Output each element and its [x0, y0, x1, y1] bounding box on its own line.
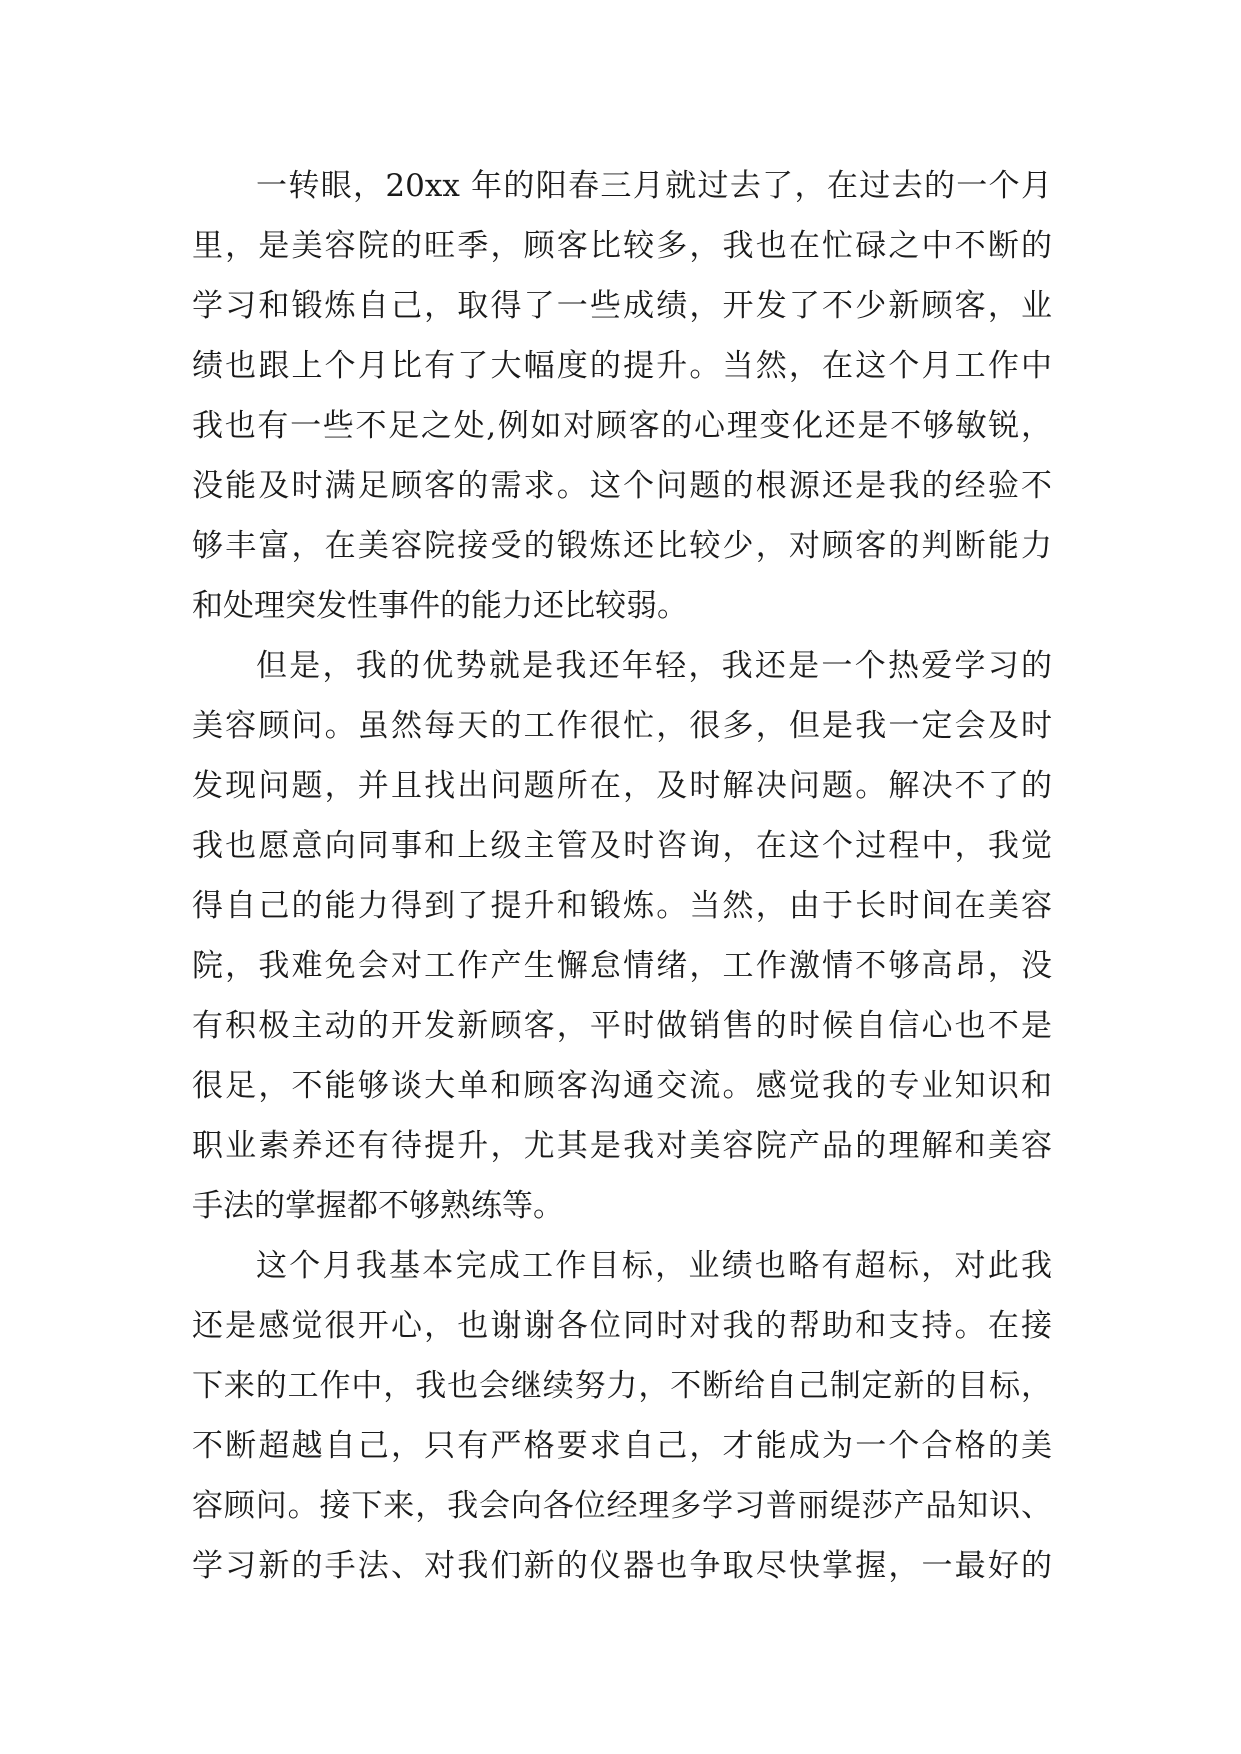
text-line: 我也有一些不足之处,例如对顾客的心理变化还是不够敏锐，	[192, 408, 1052, 444]
paragraph-3	[192, 1236, 1052, 1596]
text-line: 院，我难免会对工作产生懈怠情绪，工作激情不够高昂，没	[192, 948, 1052, 984]
text-line: 够丰富，在美容院接受的锻炼还比较少，对顾客的判断能力	[192, 528, 1052, 564]
text-line: 有积极主动的开发新顾客，平时做销售的时候自信心也不是	[192, 1008, 1052, 1044]
text-line: 这个月我基本完成工作目标，业绩也略有超标，对此我	[256, 1248, 1052, 1284]
text-line: 容顾问。接下来，我会向各位经理多学习普丽缇莎产品知识、	[192, 1488, 1052, 1524]
text-line: 学习和锻炼自己，取得了一些成绩，开发了不少新顾客，业	[192, 288, 1052, 324]
text-line: 下来的工作中，我也会继续努力，不断给自己制定新的目标，	[192, 1368, 1052, 1404]
text-line: 发现问题，并且找出问题所在，及时解决问题。解决不了的	[192, 768, 1052, 804]
text-line: 手法的掌握都不够熟练等。	[192, 1188, 564, 1224]
text-line: 美容顾问。虽然每天的工作很忙，很多，但是我一定会及时	[192, 708, 1052, 744]
text-line: 不断超越自己，只有严格要求自己，才能成为一个合格的美	[192, 1428, 1052, 1464]
paragraph-1	[192, 156, 1052, 636]
text-line: 一转眼，20xx 年的阳春三月就过去了，在过去的一个月	[256, 168, 1052, 204]
text-line: 我也愿意向同事和上级主管及时咨询，在这个过程中，我觉	[192, 828, 1052, 864]
text-line: 很足，不能够谈大单和顾客沟通交流。感觉我的专业知识和	[192, 1068, 1052, 1104]
text-line: 绩也跟上个月比有了大幅度的提升。当然，在这个月工作中	[192, 348, 1052, 384]
paragraph-2	[192, 636, 1052, 1236]
text-line: 但是，我的优势就是我还年轻，我还是一个热爱学习的	[256, 648, 1052, 684]
text-line: 学习新的手法、对我们新的仪器也争取尽快掌握，一最好的	[192, 1548, 1052, 1584]
text-line: 还是感觉很开心，也谢谢各位同时对我的帮助和支持。在接	[192, 1308, 1052, 1344]
text-line: 没能及时满足顾客的需求。这个问题的根源还是我的经验不	[192, 468, 1052, 504]
document-body	[192, 156, 1052, 1596]
text-line: 和处理突发性事件的能力还比较弱。	[192, 588, 688, 624]
text-line: 职业素养还有待提升，尤其是我对美容院产品的理解和美容	[192, 1128, 1052, 1164]
text-line: 里，是美容院的旺季，顾客比较多，我也在忙碌之中不断的	[192, 228, 1052, 264]
text-line: 得自己的能力得到了提升和锻炼。当然，由于长时间在美容	[192, 888, 1052, 924]
